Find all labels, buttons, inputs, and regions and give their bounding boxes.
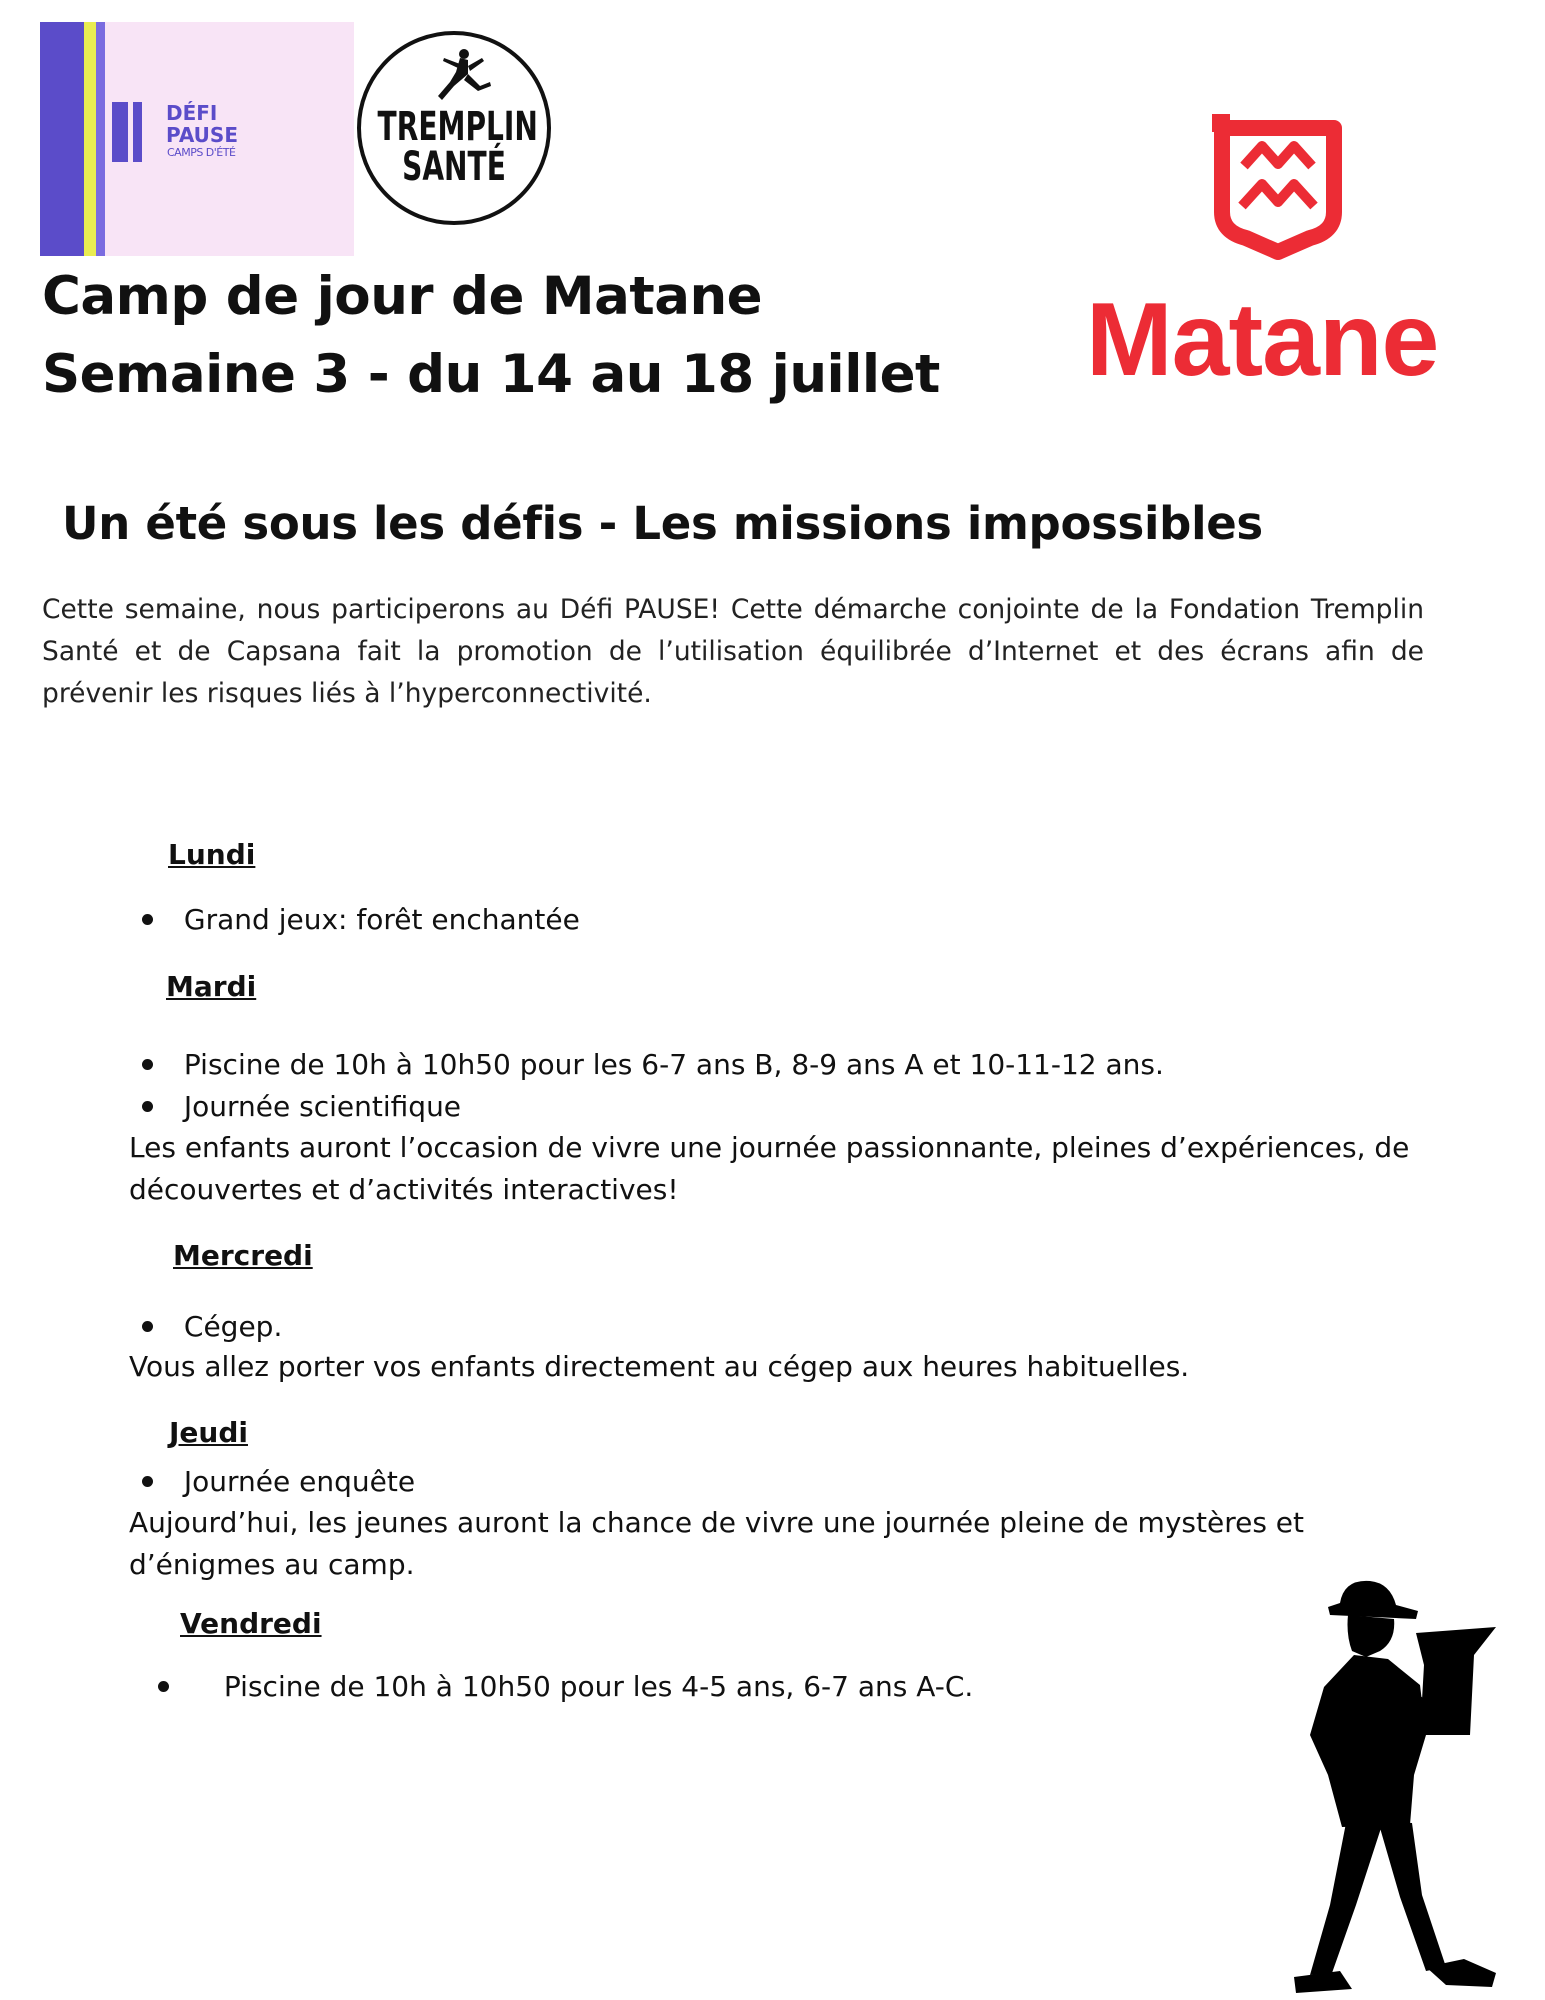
defi-pause-logo: [40, 22, 354, 256]
bullet-icon: [158, 1681, 169, 1692]
day-heading-mardi: Mardi: [166, 970, 257, 1003]
bullet-icon: [142, 1476, 153, 1487]
day-note: découvertes et d’activités interactives!: [129, 1173, 679, 1206]
detective-silhouette-icon: [1270, 1575, 1510, 2000]
bullet-icon: [142, 914, 153, 925]
defi-pause-tagline: CAMPS D'ÉTÉ: [167, 146, 236, 159]
intro-paragraph: Cette semaine, nous participerons au Défi PAUSE! Cette démarche conjointe de la Fondation Tremplin Santé et de Capsana fait la promotion de l’utilisation équilibrée d’Internet et des écrans afin de prévenir les risques liés à l’hyperconnectivité.: [42, 594, 1424, 709]
pause-mark: [133, 102, 142, 162]
theme-heading: Un été sous les défis - Les missions impossibles: [62, 497, 1263, 550]
bullet-icon: [142, 1101, 153, 1112]
day-note: Les enfants auront l’occasion de vivre une journée passionnante, pleines d’expériences, de: [129, 1131, 1410, 1164]
list-item: Piscine de 10h à 10h50 pour les 6-7 ans B, 8-9 ans A et 10-11-12 ans.: [142, 1045, 1164, 1085]
pause-mark: [112, 102, 128, 162]
logo-band: [84, 22, 96, 256]
tremplin-sante-logo: [356, 30, 552, 226]
bullet-icon: [142, 1059, 153, 1070]
list-item: Piscine de 10h à 10h50 pour les 4-5 ans, 6-7 ans A-C.: [158, 1667, 973, 1707]
logo-band: [96, 22, 105, 256]
title-line-2: Semaine 3 - du 14 au 18 juillet: [42, 344, 940, 405]
day-note: Aujourd’hui, les jeunes auront la chance de vivre une journée pleine de mystères et: [129, 1506, 1305, 1539]
day-heading-jeudi: Jeudi: [169, 1416, 248, 1449]
tremplin-wordmark: TREMPLIN: [377, 104, 538, 150]
bullet-icon: [142, 1321, 153, 1332]
page-title: [42, 258, 940, 414]
day-heading-lundi: Lundi: [168, 838, 256, 871]
sante-wordmark: SANTÉ: [402, 144, 506, 190]
logo-band: [40, 22, 84, 256]
list-item: Cégep.: [142, 1307, 282, 1347]
matane-logo: [1070, 108, 1510, 408]
list-item: Grand jeux: forêt enchantée: [142, 900, 580, 940]
day-heading-vendredi: Vendredi: [180, 1607, 322, 1640]
day-heading-mercredi: Mercredi: [173, 1239, 313, 1272]
list-item: Journée scientifique: [142, 1087, 461, 1127]
day-note: d’énigmes au camp.: [129, 1548, 415, 1581]
title-line-1: Camp de jour de Matane: [42, 266, 763, 327]
defi-pause-wordmark: DÉFI PAUSE: [166, 101, 238, 147]
list-item: Journée enquête: [142, 1462, 415, 1502]
matane-crest-icon: [1212, 114, 1342, 264]
day-note: Vous allez porter vos enfants directement au cégep aux heures habituelles.: [129, 1350, 1190, 1383]
matane-wordmark: Matane: [1086, 282, 1439, 398]
